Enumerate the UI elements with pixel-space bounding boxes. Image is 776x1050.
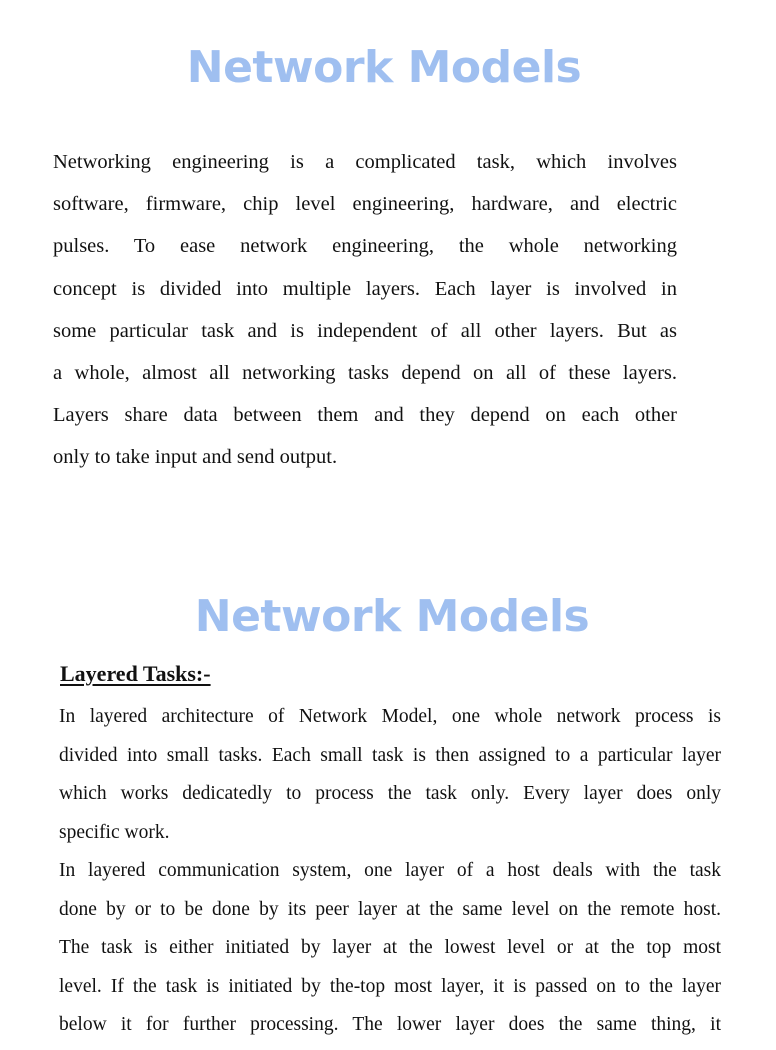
paragraph-line: only to take input and send output. [53, 446, 338, 469]
paragraph-line: divided into small tasks. Each small task is then assigned to a particular layer [59, 744, 721, 766]
paragraph-line: Networking engineering is a complicated task, which involves [53, 151, 677, 173]
page-title: Network Models [186, 42, 582, 93]
paragraph-line: In layered architecture of Network Model, one whole network process is [59, 706, 721, 727]
paragraph-line: The task is either initiated by layer at the lowest level or at the top most [59, 937, 721, 958]
paragraph-line: specific work. [59, 821, 170, 843]
paragraph-line: which works dedicatedly to process the task only. Every layer does only [59, 783, 721, 804]
paragraph-line: pulses. To ease network engineering, the whole networking [53, 235, 677, 258]
paragraph-line: Layers share data between them and they depend on each other [53, 404, 677, 427]
section-heading: Layered Tasks:- [60, 661, 211, 686]
layered-tasks-paragraph [59, 703, 721, 1050]
paragraph-line: concept is divided into multiple layers. Each layer is involved in [53, 277, 677, 300]
paragraph-line: below it for further processing. The lower layer does the same thing, it [59, 1014, 721, 1035]
paragraph-line: software, firmware, chip level engineering, hardware, and electric [53, 193, 677, 216]
paragraph-line: level. If the task is initiated by the-top most layer, it is passed on to the layer [59, 975, 721, 997]
paragraph-line: In layered communication system, one layer of a host deals with the task [59, 860, 721, 881]
paragraph-line: a whole, almost all networking tasks depend on all of these layers. [53, 361, 677, 384]
paragraph-line: done by or to be done by its peer layer at the same level on the remote host. [59, 898, 721, 920]
paragraph-line: some particular task and is independent of all other layers. But as [53, 319, 677, 342]
intro-paragraph [53, 146, 677, 484]
section-page-title: Network Models [194, 591, 590, 642]
